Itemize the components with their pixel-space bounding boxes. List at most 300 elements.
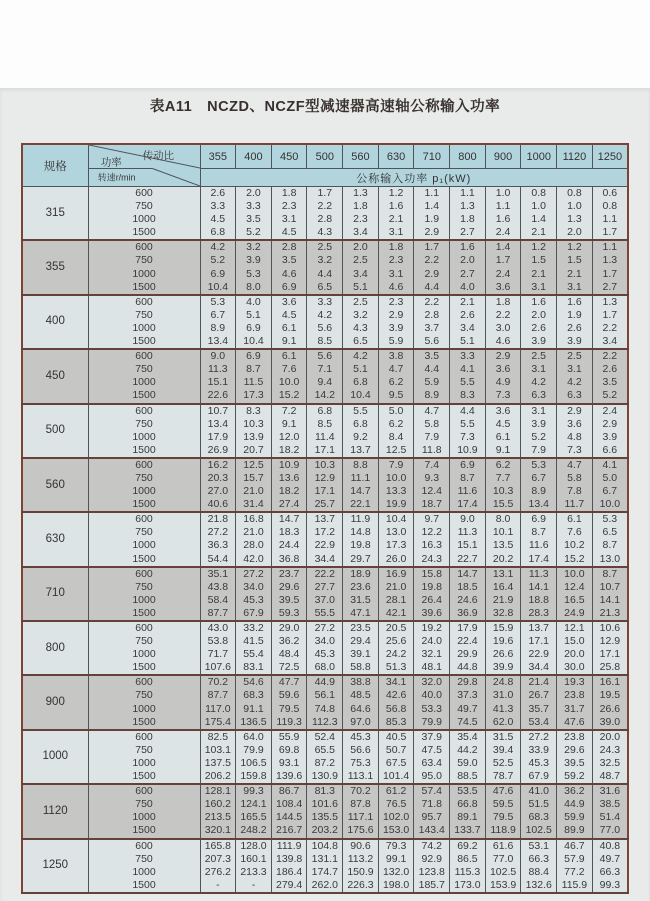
power-value-cell: 13.4 xyxy=(200,418,236,431)
spec-cell: 1250 xyxy=(22,839,88,893)
data-row xyxy=(22,335,628,349)
power-value-cell: 24.3 xyxy=(414,553,450,567)
power-value-cell: 18.9 xyxy=(343,567,379,581)
spec-cell: 355 xyxy=(22,240,88,294)
power-value-cell: 27.2 xyxy=(521,730,557,744)
power-value-cell: 136.5 xyxy=(236,716,272,730)
power-value-cell: 3.3 xyxy=(450,349,486,363)
power-value-cell: 54.6 xyxy=(236,675,272,689)
power-value-cell: 35.7 xyxy=(521,703,557,716)
power-value-cell: 9.3 xyxy=(414,472,450,485)
power-value-cell: 34.1 xyxy=(378,675,414,689)
power-value-cell: 10.9 xyxy=(271,458,307,472)
power-value-cell: 14.7 xyxy=(271,512,307,526)
power-value-cell: 79.5 xyxy=(485,811,521,824)
power-value-cell: 11.5 xyxy=(236,376,272,389)
power-value-cell: 6.6 xyxy=(592,444,628,458)
power-value-cell: 7.3 xyxy=(557,444,593,458)
speed-cell: 750 xyxy=(88,744,200,757)
power-value-cell: 1.1 xyxy=(414,187,450,201)
power-value-cell: 8.5 xyxy=(307,418,343,431)
power-value-cell: 185.7 xyxy=(414,879,450,893)
power-value-cell: 21.3 xyxy=(592,607,628,621)
power-value-cell: 87.2 xyxy=(307,757,343,770)
power-value-cell: 5.8 xyxy=(414,418,450,431)
power-value-cell: 5.6 xyxy=(414,335,450,349)
speed-cell: 750 xyxy=(88,689,200,702)
data-row xyxy=(22,824,628,838)
power-value-cell: 3.3 xyxy=(236,200,272,213)
power-value-cell: 2.9 xyxy=(414,226,450,240)
power-value-cell: 13.4 xyxy=(200,335,236,349)
power-value-cell: 17.4 xyxy=(450,498,486,512)
power-value-cell: 2.3 xyxy=(343,213,379,226)
power-value-cell: 279.4 xyxy=(271,879,307,893)
power-value-cell: 17.4 xyxy=(521,553,557,567)
power-value-cell: 4.5 xyxy=(271,226,307,240)
speed-cell: 600 xyxy=(88,730,200,744)
power-value-cell: 88.5 xyxy=(450,770,486,784)
power-value-cell: 5.3 xyxy=(200,295,236,309)
power-value-cell: 1.4 xyxy=(485,240,521,254)
power-value-cell: 70.2 xyxy=(200,675,236,689)
power-value-cell: 1.7 xyxy=(592,309,628,322)
power-value-cell: 2.2 xyxy=(485,309,521,322)
power-value-cell: 15.2 xyxy=(557,553,593,567)
power-value-cell: 36.9 xyxy=(450,607,486,621)
power-value-cell: 10.0 xyxy=(271,376,307,389)
data-row xyxy=(22,213,628,226)
speed-cell: 1500 xyxy=(88,389,200,403)
power-value-cell: 3.7 xyxy=(414,322,450,335)
power-value-cell: 74.5 xyxy=(450,716,486,730)
speed-cell: 600 xyxy=(88,512,200,526)
speed-cell: 1500 xyxy=(88,444,200,458)
power-value-cell: 2.7 xyxy=(592,281,628,295)
power-value-cell: 106.5 xyxy=(236,757,272,770)
power-value-cell: 6.9 xyxy=(271,281,307,295)
power-value-cell: 18.2 xyxy=(271,444,307,458)
power-value-cell: 17.3 xyxy=(236,389,272,403)
power-value-cell: 20.0 xyxy=(592,730,628,744)
power-value-cell: 2.3 xyxy=(378,295,414,309)
power-value-cell: 89.9 xyxy=(557,824,593,838)
power-value-cell: 0.8 xyxy=(592,200,628,213)
speed-cell: 1000 xyxy=(88,213,200,226)
power-value-cell: 124.1 xyxy=(236,798,272,811)
power-value-cell: 6.9 xyxy=(450,458,486,472)
power-value-cell: 9.0 xyxy=(200,349,236,363)
power-value-cell: 13.7 xyxy=(521,621,557,635)
power-value-cell: 153.0 xyxy=(378,824,414,838)
power-value-cell: 51.3 xyxy=(378,661,414,675)
speed-cell: 600 xyxy=(88,404,200,418)
power-value-cell: 4.4 xyxy=(450,404,486,418)
power-value-cell: 3.2 xyxy=(236,240,272,254)
power-value-cell: 59.3 xyxy=(271,607,307,621)
power-value-cell: 8.7 xyxy=(450,472,486,485)
power-value-cell: 128.0 xyxy=(236,839,272,853)
power-value-cell: 1.0 xyxy=(557,200,593,213)
speed-cell: 750 xyxy=(88,254,200,267)
power-value-cell: 12.5 xyxy=(378,444,414,458)
power-value-cell: 19.8 xyxy=(343,539,379,552)
power-value-cell: 5.6 xyxy=(307,349,343,363)
data-row xyxy=(22,309,628,322)
power-value-cell: 49.7 xyxy=(450,703,486,716)
power-value-cell: 3.1 xyxy=(521,363,557,376)
power-value-cell: 4.8 xyxy=(557,431,593,444)
power-value-cell: 1.7 xyxy=(414,240,450,254)
speed-cell: 600 xyxy=(88,567,200,581)
power-value-cell: 78.7 xyxy=(485,770,521,784)
power-value-cell: 2.6 xyxy=(592,363,628,376)
power-value-cell: 71.7 xyxy=(200,648,236,661)
power-value-cell: 5.0 xyxy=(378,404,414,418)
power-value-cell: 17.3 xyxy=(378,539,414,552)
power-value-cell: 3.4 xyxy=(592,335,628,349)
power-value-cell: 33.2 xyxy=(236,621,272,635)
power-value-cell: 28.0 xyxy=(236,539,272,552)
power-value-cell: 12.4 xyxy=(414,485,450,498)
power-value-cell: 6.7 xyxy=(592,485,628,498)
power-value-cell: 17.1 xyxy=(307,444,343,458)
power-value-cell: 13.3 xyxy=(378,485,414,498)
data-row xyxy=(22,376,628,389)
speed-cell: 1000 xyxy=(88,431,200,444)
power-value-cell: 9.4 xyxy=(307,376,343,389)
power-value-cell: 3.1 xyxy=(557,281,593,295)
spec-cell: 1120 xyxy=(22,784,88,838)
power-value-cell: 9.2 xyxy=(343,431,379,444)
power-value-cell: 3.5 xyxy=(592,376,628,389)
speed-cell: 750 xyxy=(88,526,200,539)
data-row xyxy=(22,744,628,757)
data-row xyxy=(22,226,628,240)
power-value-cell: 81.3 xyxy=(307,784,343,798)
power-value-cell: 55.5 xyxy=(307,607,343,621)
power-value-cell: 29.6 xyxy=(557,744,593,757)
power-value-cell: 67.5 xyxy=(378,757,414,770)
power-value-cell: 68.3 xyxy=(521,811,557,824)
ratio-header-row xyxy=(22,144,628,169)
data-row xyxy=(22,512,628,526)
power-value-cell: 45.3 xyxy=(236,594,272,607)
power-value-cell: 6.9 xyxy=(200,268,236,281)
power-value-cell: 56.6 xyxy=(343,744,379,757)
power-value-cell: 15.1 xyxy=(200,376,236,389)
power-value-cell: 1.7 xyxy=(485,254,521,267)
speed-cell: 1500 xyxy=(88,335,200,349)
power-value-cell: 7.7 xyxy=(485,472,521,485)
power-value-cell: 4.4 xyxy=(307,268,343,281)
power-value-cell: 16.9 xyxy=(378,567,414,581)
power-value-cell: 207.3 xyxy=(200,853,236,866)
power-value-cell: 5.2 xyxy=(236,226,272,240)
power-value-cell: 248.2 xyxy=(236,824,272,838)
power-value-cell: 10.7 xyxy=(592,581,628,594)
power-value-cell: 34.4 xyxy=(307,553,343,567)
power-value-cell: 3.6 xyxy=(557,418,593,431)
power-value-cell: 79.5 xyxy=(271,703,307,716)
power-value-cell: 10.0 xyxy=(378,472,414,485)
power-value-cell: 74.8 xyxy=(307,703,343,716)
power-value-cell: 11.7 xyxy=(557,498,593,512)
power-value-cell: 102.5 xyxy=(485,866,521,879)
power-value-cell: 2.6 xyxy=(200,187,236,201)
power-value-cell: 37.3 xyxy=(450,689,486,702)
power-value-cell: 25.7 xyxy=(307,498,343,512)
power-value-cell: 4.2 xyxy=(200,240,236,254)
data-row xyxy=(22,389,628,403)
power-value-cell: 9.0 xyxy=(450,512,486,526)
power-value-cell: 3.1 xyxy=(557,363,593,376)
power-value-cell: 4.7 xyxy=(378,363,414,376)
power-value-cell: 27.7 xyxy=(307,581,343,594)
power-value-cell: 132.0 xyxy=(378,866,414,879)
speed-cell: 750 xyxy=(88,635,200,648)
data-row xyxy=(22,866,628,879)
power-value-cell: 10.4 xyxy=(343,389,379,403)
power-value-cell: 86.5 xyxy=(450,853,486,866)
speed-cell: 1000 xyxy=(88,703,200,716)
data-row xyxy=(22,322,628,335)
power-value-cell: 18.2 xyxy=(271,485,307,498)
power-value-cell: 5.9 xyxy=(414,376,450,389)
power-value-cell: 9.1 xyxy=(271,335,307,349)
power-value-cell: 1.3 xyxy=(592,295,628,309)
power-rating-table xyxy=(21,143,629,894)
power-value-cell: 2.6 xyxy=(557,322,593,335)
power-value-cell: 6.1 xyxy=(557,512,593,526)
power-value-cell: 22.6 xyxy=(200,389,236,403)
table-title: 表A11 NCZD、NCZF型减速器高速轴公称输入功率 xyxy=(149,99,501,115)
speed-cell: 1500 xyxy=(88,770,200,784)
power-value-cell: 59.6 xyxy=(271,689,307,702)
spec-cell: 315 xyxy=(22,187,88,241)
power-value-cell: 150.9 xyxy=(343,866,379,879)
power-value-cell: 20.0 xyxy=(557,648,593,661)
power-value-cell: 2.6 xyxy=(521,322,557,335)
power-value-cell: 17.9 xyxy=(450,621,486,635)
power-value-cell: 7.2 xyxy=(271,404,307,418)
power-value-cell: 32.0 xyxy=(414,675,450,689)
power-value-cell: 104.8 xyxy=(307,839,343,853)
power-value-cell: 8.0 xyxy=(485,512,521,526)
power-value-cell: 203.2 xyxy=(307,824,343,838)
power-value-cell: 39.9 xyxy=(485,661,521,675)
power-value-cell: 7.8 xyxy=(557,485,593,498)
power-value-cell: 27.4 xyxy=(271,498,307,512)
power-value-cell: 67.9 xyxy=(236,607,272,621)
power-value-cell: 8.8 xyxy=(343,458,379,472)
power-value-cell: 54.4 xyxy=(200,553,236,567)
power-value-cell: 137.5 xyxy=(200,757,236,770)
power-value-cell: 31.7 xyxy=(557,703,593,716)
power-value-cell: 10.3 xyxy=(307,458,343,472)
power-value-cell: 13.0 xyxy=(592,553,628,567)
power-value-cell: 19.2 xyxy=(414,621,450,635)
power-value-cell: 34.0 xyxy=(236,581,272,594)
power-value-cell: 3.9 xyxy=(557,335,593,349)
power-value-cell: 123.8 xyxy=(414,866,450,879)
power-value-cell: 48.7 xyxy=(592,770,628,784)
power-value-cell: 2.3 xyxy=(378,254,414,267)
power-value-cell: 64.0 xyxy=(236,730,272,744)
power-value-cell: 53.1 xyxy=(521,839,557,853)
power-value-cell: 132.6 xyxy=(521,879,557,893)
speed-cell: 1500 xyxy=(88,281,200,295)
power-value-cell: 37.0 xyxy=(307,594,343,607)
power-value-cell: 7.9 xyxy=(521,444,557,458)
power-value-cell: 4.6 xyxy=(378,281,414,295)
power-value-cell: 4.4 xyxy=(414,363,450,376)
power-value-cell: 13.7 xyxy=(307,512,343,526)
power-value-cell: 4.6 xyxy=(485,335,521,349)
power-value-cell: 22.4 xyxy=(450,635,486,648)
power-value-cell: 9.1 xyxy=(271,418,307,431)
power-value-cell: 51.4 xyxy=(592,811,628,824)
power-value-cell: 6.9 xyxy=(236,349,272,363)
power-value-cell: 17.9 xyxy=(200,431,236,444)
power-value-cell: 52.4 xyxy=(307,730,343,744)
power-value-cell: 40.0 xyxy=(414,689,450,702)
power-value-cell: 11.6 xyxy=(450,485,486,498)
power-value-cell: 21.4 xyxy=(521,675,557,689)
speed-cell: 1000 xyxy=(88,376,200,389)
power-value-cell: 130.9 xyxy=(307,770,343,784)
data-row xyxy=(22,716,628,730)
power-value-cell: 2.0 xyxy=(236,187,272,201)
data-row xyxy=(22,839,628,853)
power-value-cell: 1.0 xyxy=(485,187,521,201)
power-value-cell: 90.6 xyxy=(343,839,379,853)
power-value-cell: 59.5 xyxy=(485,798,521,811)
power-value-cell: 14.8 xyxy=(343,526,379,539)
power-value-cell: 3.1 xyxy=(378,268,414,281)
power-value-cell: 8.9 xyxy=(200,322,236,335)
power-value-cell: 34.4 xyxy=(521,661,557,675)
speed-cell: 600 xyxy=(88,187,200,201)
data-row xyxy=(22,784,628,798)
power-value-cell: 6.2 xyxy=(378,376,414,389)
power-value-cell: 8.9 xyxy=(414,389,450,403)
ratio-header: 400 xyxy=(236,144,272,169)
power-value-cell: 12.0 xyxy=(271,431,307,444)
power-value-cell: 19.9 xyxy=(378,498,414,512)
power-value-cell: 13.5 xyxy=(485,539,521,552)
power-value-cell: 91.1 xyxy=(236,703,272,716)
power-value-cell: 1.0 xyxy=(521,200,557,213)
power-value-cell: 6.2 xyxy=(485,458,521,472)
power-value-cell: 41.0 xyxy=(521,784,557,798)
power-value-cell: 5.3 xyxy=(236,268,272,281)
power-value-cell: 39.4 xyxy=(485,744,521,757)
power-value-cell: 3.5 xyxy=(414,349,450,363)
power-value-cell: 1.5 xyxy=(521,254,557,267)
power-value-cell: 4.3 xyxy=(307,226,343,240)
power-value-cell: 2.3 xyxy=(271,200,307,213)
power-value-cell: 28.3 xyxy=(521,607,557,621)
power-value-cell: 13.6 xyxy=(271,472,307,485)
power-value-cell: 2.5 xyxy=(557,349,593,363)
power-value-cell: 6.7 xyxy=(200,309,236,322)
ratio-header: 450 xyxy=(271,144,307,169)
power-value-cell: 8.9 xyxy=(521,485,557,498)
power-value-cell: 25.6 xyxy=(378,635,414,648)
power-value-cell: 29.7 xyxy=(343,553,379,567)
power-value-cell: 2.8 xyxy=(414,309,450,322)
power-value-cell: 11.9 xyxy=(343,512,379,526)
power-value-cell: 45.3 xyxy=(343,730,379,744)
power-value-cell: 50.7 xyxy=(378,744,414,757)
power-value-cell: 11.6 xyxy=(521,539,557,552)
power-value-cell: 113.1 xyxy=(343,770,379,784)
power-value-cell: 44.2 xyxy=(450,744,486,757)
power-value-cell: 17.2 xyxy=(307,526,343,539)
power-value-cell: 6.8 xyxy=(200,226,236,240)
power-value-cell: 1.3 xyxy=(343,187,379,201)
power-value-cell: 70.2 xyxy=(343,784,379,798)
power-value-cell: 53.5 xyxy=(450,784,486,798)
power-value-cell: 112.3 xyxy=(307,716,343,730)
power-value-cell: 3.4 xyxy=(450,322,486,335)
power-value-cell: 31.5 xyxy=(485,730,521,744)
power-value-cell: 1.7 xyxy=(592,268,628,281)
power-value-cell: 6.9 xyxy=(521,512,557,526)
power-value-cell: 62.0 xyxy=(485,716,521,730)
power-value-cell: 29.4 xyxy=(343,635,379,648)
power-value-cell: 65.5 xyxy=(307,744,343,757)
power-value-cell: 47.1 xyxy=(343,607,379,621)
power-value-cell: 22.2 xyxy=(307,567,343,581)
power-value-cell: 39.1 xyxy=(343,648,379,661)
speed-cell: 750 xyxy=(88,798,200,811)
power-value-cell: 6.2 xyxy=(378,418,414,431)
power-value-cell: 5.3 xyxy=(592,512,628,526)
data-row xyxy=(22,730,628,744)
power-value-cell: 1.7 xyxy=(307,187,343,201)
power-value-cell: 36.2 xyxy=(557,784,593,798)
power-value-cell: 29.8 xyxy=(450,675,486,689)
power-value-cell: 102.0 xyxy=(378,811,414,824)
power-value-cell: 13.0 xyxy=(378,526,414,539)
power-value-cell: 4.0 xyxy=(450,281,486,295)
power-value-cell: 2.4 xyxy=(592,404,628,418)
power-value-cell: 17.1 xyxy=(307,485,343,498)
power-value-cell: 2.8 xyxy=(271,240,307,254)
power-value-cell: 83.1 xyxy=(236,661,272,675)
power-value-cell: 115.3 xyxy=(450,866,486,879)
power-value-cell: 45.3 xyxy=(307,648,343,661)
power-value-cell: 12.9 xyxy=(592,635,628,648)
power-value-cell: 0.8 xyxy=(521,187,557,201)
power-value-cell: 40.5 xyxy=(378,730,414,744)
power-value-cell: 165.5 xyxy=(236,811,272,824)
power-value-cell: 24.3 xyxy=(592,744,628,757)
power-value-cell: 14.1 xyxy=(592,594,628,607)
speed-cell: 600 xyxy=(88,240,200,254)
power-value-cell: 7.3 xyxy=(450,431,486,444)
power-value-cell: 19.6 xyxy=(485,635,521,648)
power-value-cell: 107.6 xyxy=(200,661,236,675)
power-value-cell: 13.7 xyxy=(343,444,379,458)
power-value-cell: 216.7 xyxy=(271,824,307,838)
power-value-cell: 3.4 xyxy=(343,226,379,240)
power-value-cell: 4.5 xyxy=(271,309,307,322)
data-row xyxy=(22,431,628,444)
power-value-cell: 26.4 xyxy=(414,594,450,607)
